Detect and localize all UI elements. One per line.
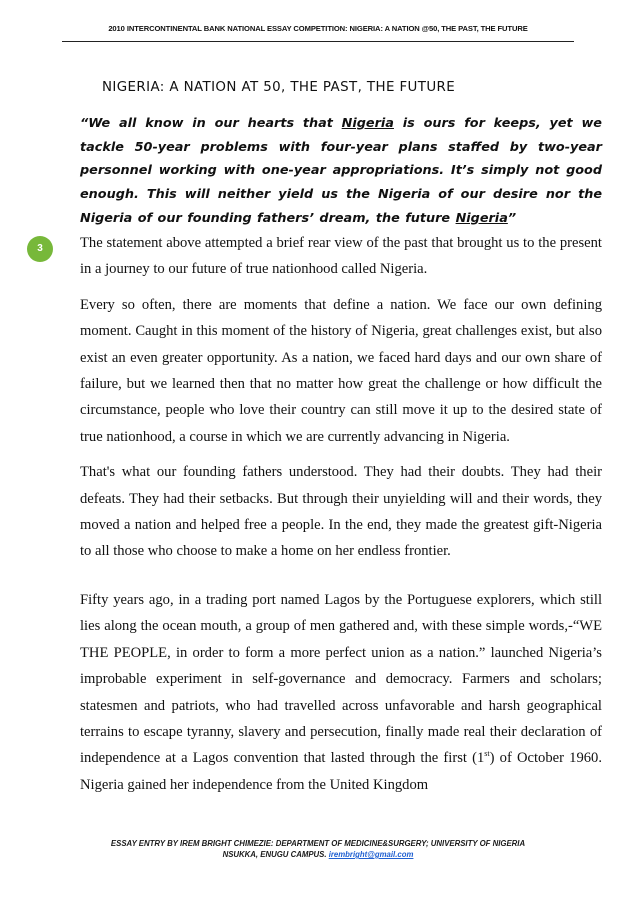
- footer-campus: NSUKKA, ENUGU CAMPUS.: [222, 850, 329, 859]
- essay-body: [80, 230, 602, 807]
- header-rule: [62, 41, 574, 42]
- quote-text-3: ”: [507, 210, 517, 226]
- footer-line-1: ESSAY ENTRY BY IREM BRIGHT CHIMEZIE: DEPARTMENT OF MEDICINE&SURGERY; UNIVERSITY OF NIGERIA: [110, 839, 526, 848]
- footer-line-2: [62, 849, 574, 860]
- quote-underlined-1: Nigeria: [341, 116, 394, 131]
- paragraph-4-text-b: ) of October 1960. Nigeria gained her independence from the United Kingdom: [80, 750, 602, 793]
- paragraph-3: That's what our founding fathers understood. They had their doubts. They had their defeats. They had their setbacks. But through their unyielding will and their words, they moved a nation and helped free a people. In the end, they made the greatest gift-Nigeria to all those who choose to make a home on her endless frontier.: [80, 464, 602, 560]
- opening-quote: [80, 112, 602, 231]
- page-number-badge: 3: [27, 236, 53, 262]
- quote-underlined-2: Nigeria: [455, 210, 508, 226]
- paragraph-4-text-a: Fifty years ago, in a trading port named Lagos by the Portuguese explorers, which still lies along the ocean mouth, a group of men gathered and, with these simple words,-“WE THE PEOPLE, in order to form a more perfect union as a nation.” launched Nigeria’s improbable experiment in self-governance and democracy. Farmers and scholars; statesmen and patriots, who had travelled across unfavorable and harsh geographical terrains to escape tyranny, slavery and persecution, finally made real their declaration of independence at a Lagos convention that lasted through the first (1: [80, 591, 602, 767]
- running-footer: [62, 838, 574, 860]
- footer-email-link[interactable]: irembright@gmail.com: [328, 850, 414, 859]
- paragraph-2: Every so often, there are moments that define a nation. We face our own defining moment. Caught in this moment of the history of Nigeria, great challenges exist, but also exist an even greater opportunity. As a nation, we faced hard days and our own share of failure, but we learned then that no matter how great the challenge or how difficult the circumstance, people who love their country can still move it up to the desired state of true nationhood, a course in which we are currently advancing in Nigeria.: [80, 296, 602, 445]
- essay-title: NIGERIA: A NATION AT 50, THE PAST, THE FUTURE: [102, 80, 456, 95]
- paragraph-1: The statement above attempted a brief rear view of the past that brought us to the present in a journey to our future of true nationhood called Nigeria.: [80, 235, 602, 278]
- quote-text-1: “We all know in our hearts that: [80, 116, 342, 131]
- running-header: 2010 INTERCONTINENTAL BANK NATIONAL ESSAY COMPETITION: NIGERIA: A NATION @50, THE PAST, THE FUTURE: [108, 24, 528, 33]
- paragraph-4: [80, 587, 602, 798]
- ordinal-superscript: st: [484, 749, 490, 759]
- quote-text-2: is ours for keeps, yet we tackle 50-year problems with four-year plans staffed by two-year personnel working with one-year appropriations. It’s simply not good enough. This will neither yield us the Nigeria of our desire nor the Nigeria of our founding fathers’ dream, the future: [80, 116, 602, 226]
